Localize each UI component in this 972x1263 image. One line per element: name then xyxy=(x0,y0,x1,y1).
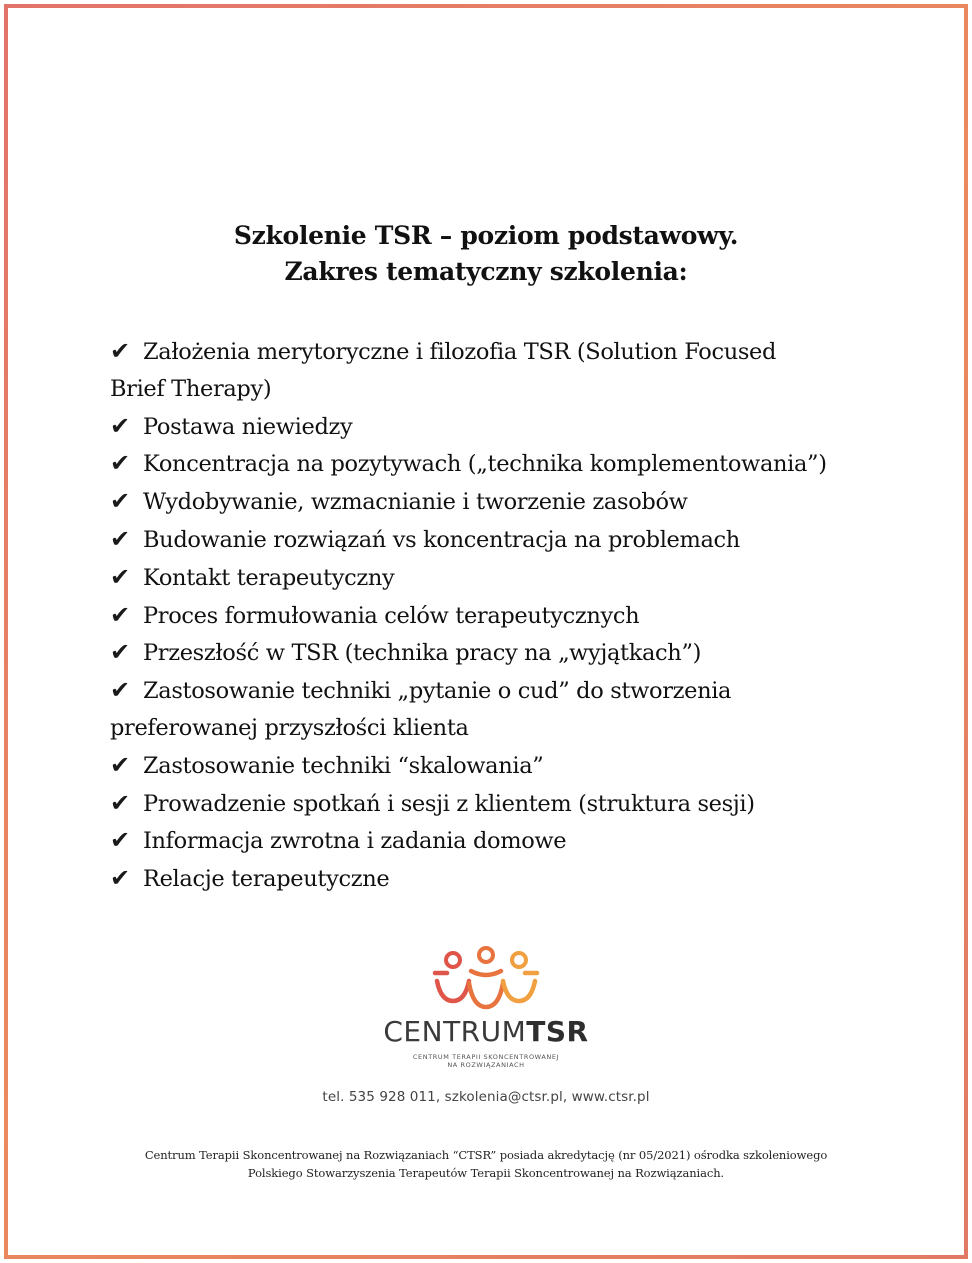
brand-wordmark xyxy=(8,1015,964,1049)
list-item-text: Proces formułowania celów terapeutycznych xyxy=(143,602,640,629)
list-item-text: Kontakt terapeutyczny xyxy=(143,564,395,591)
list-item xyxy=(110,483,910,521)
brand-tagline-line2: NA ROZWIĄZANIACH xyxy=(447,1061,525,1069)
check-icon: ✔ xyxy=(110,600,130,629)
document-subtitle: Zakres tematyczny szkolenia: xyxy=(284,257,688,286)
brand-tagline-line1: CENTRUM TERAPII SKONCENTROWANEJ xyxy=(412,1053,560,1061)
list-item xyxy=(110,597,910,635)
check-icon: ✔ xyxy=(110,638,130,667)
list-item xyxy=(110,672,910,747)
list-item-text-continued: Brief Therapy) xyxy=(110,375,272,402)
list-item-text: Zastosowanie techniki “skalowania” xyxy=(143,752,544,779)
list-item xyxy=(110,408,910,446)
list-item xyxy=(110,445,910,483)
list-item xyxy=(110,785,910,823)
brand-wordmark-light: CENTRUM xyxy=(383,1015,527,1048)
page xyxy=(8,8,964,1255)
list-item xyxy=(110,559,910,597)
list-item-text: Postawa niewiedzy xyxy=(143,413,353,440)
list-item-text: Przeszłość w TSR (technika pracy na „wyjątkach”) xyxy=(143,640,702,667)
list-item xyxy=(110,521,910,559)
brand-tagline xyxy=(386,1053,586,1069)
check-icon: ✔ xyxy=(110,562,130,591)
list-item-text: Budowanie rozwiązań vs koncentracja na problemach xyxy=(143,526,740,553)
check-icon: ✔ xyxy=(110,788,130,817)
list-item-text: Zastosowanie techniki „pytanie o cud” do stworzenia xyxy=(143,678,732,705)
check-icon: ✔ xyxy=(110,337,130,365)
list-item-text: Relacje terapeutyczne xyxy=(143,866,390,893)
list-item xyxy=(110,822,910,860)
list-item xyxy=(110,860,910,898)
check-icon: ✔ xyxy=(110,524,130,553)
list-item-text: Koncentracja na pozytywach („technika komplementowania”) xyxy=(143,451,827,478)
check-icon: ✔ xyxy=(110,864,130,893)
list-item xyxy=(110,333,910,408)
figure-left-head xyxy=(446,953,460,967)
check-icon: ✔ xyxy=(110,676,130,705)
accreditation-note-line1: Centrum Terapii Skoncentrowanej na Rozwiązaniach “CTSR” posiada akredytację (nr 05/2021) ośrodka szkoleniowego xyxy=(144,1148,828,1162)
check-icon: ✔ xyxy=(110,826,130,855)
check-icon: ✔ xyxy=(110,449,130,478)
figure-mid-arms xyxy=(471,971,501,975)
figure-right-head xyxy=(512,953,526,967)
list-item-text: Informacja zwrotna i zadania domowe xyxy=(143,828,567,855)
accreditation-note-line2: Polskiego Stowarzyszenia Terapeutów Terapii Skoncentrowanej na Rozwiązaniach. xyxy=(247,1166,725,1180)
list-item xyxy=(110,634,910,672)
accreditation-note xyxy=(8,1146,964,1182)
people-figures-icon xyxy=(431,943,541,1013)
figure-right-body xyxy=(503,981,535,1001)
document-title: Szkolenie TSR – poziom podstawowy. xyxy=(233,221,739,250)
check-icon: ✔ xyxy=(110,411,130,440)
figure-left-body xyxy=(437,981,469,1001)
list-item-text: Założenia merytoryczne i filozofia TSR (Solution Focused xyxy=(143,339,777,365)
check-icon: ✔ xyxy=(110,487,130,516)
document-heading xyxy=(8,218,964,290)
brand-wordmark-bold: TSR xyxy=(526,1015,589,1048)
contact-info: tel. 535 928 011, szkolenia@ctsr.pl, www.ctsr.pl xyxy=(322,1089,650,1105)
list-item-text: Wydobywanie, wzmacnianie i tworzenie zasobów xyxy=(143,489,688,516)
page-border-frame xyxy=(4,4,968,1259)
topic-list xyxy=(110,333,910,898)
list-item xyxy=(110,747,910,785)
list-item-text: Prowadzenie spotkań i sesji z klientem (struktura sesji) xyxy=(143,790,755,817)
figure-mid-body xyxy=(469,983,503,1007)
check-icon: ✔ xyxy=(110,750,130,779)
list-item-text-continued: preferowanej przyszłości klienta xyxy=(110,714,469,741)
figure-mid-head xyxy=(479,948,493,962)
centrum-tsr-logo xyxy=(8,943,964,1105)
